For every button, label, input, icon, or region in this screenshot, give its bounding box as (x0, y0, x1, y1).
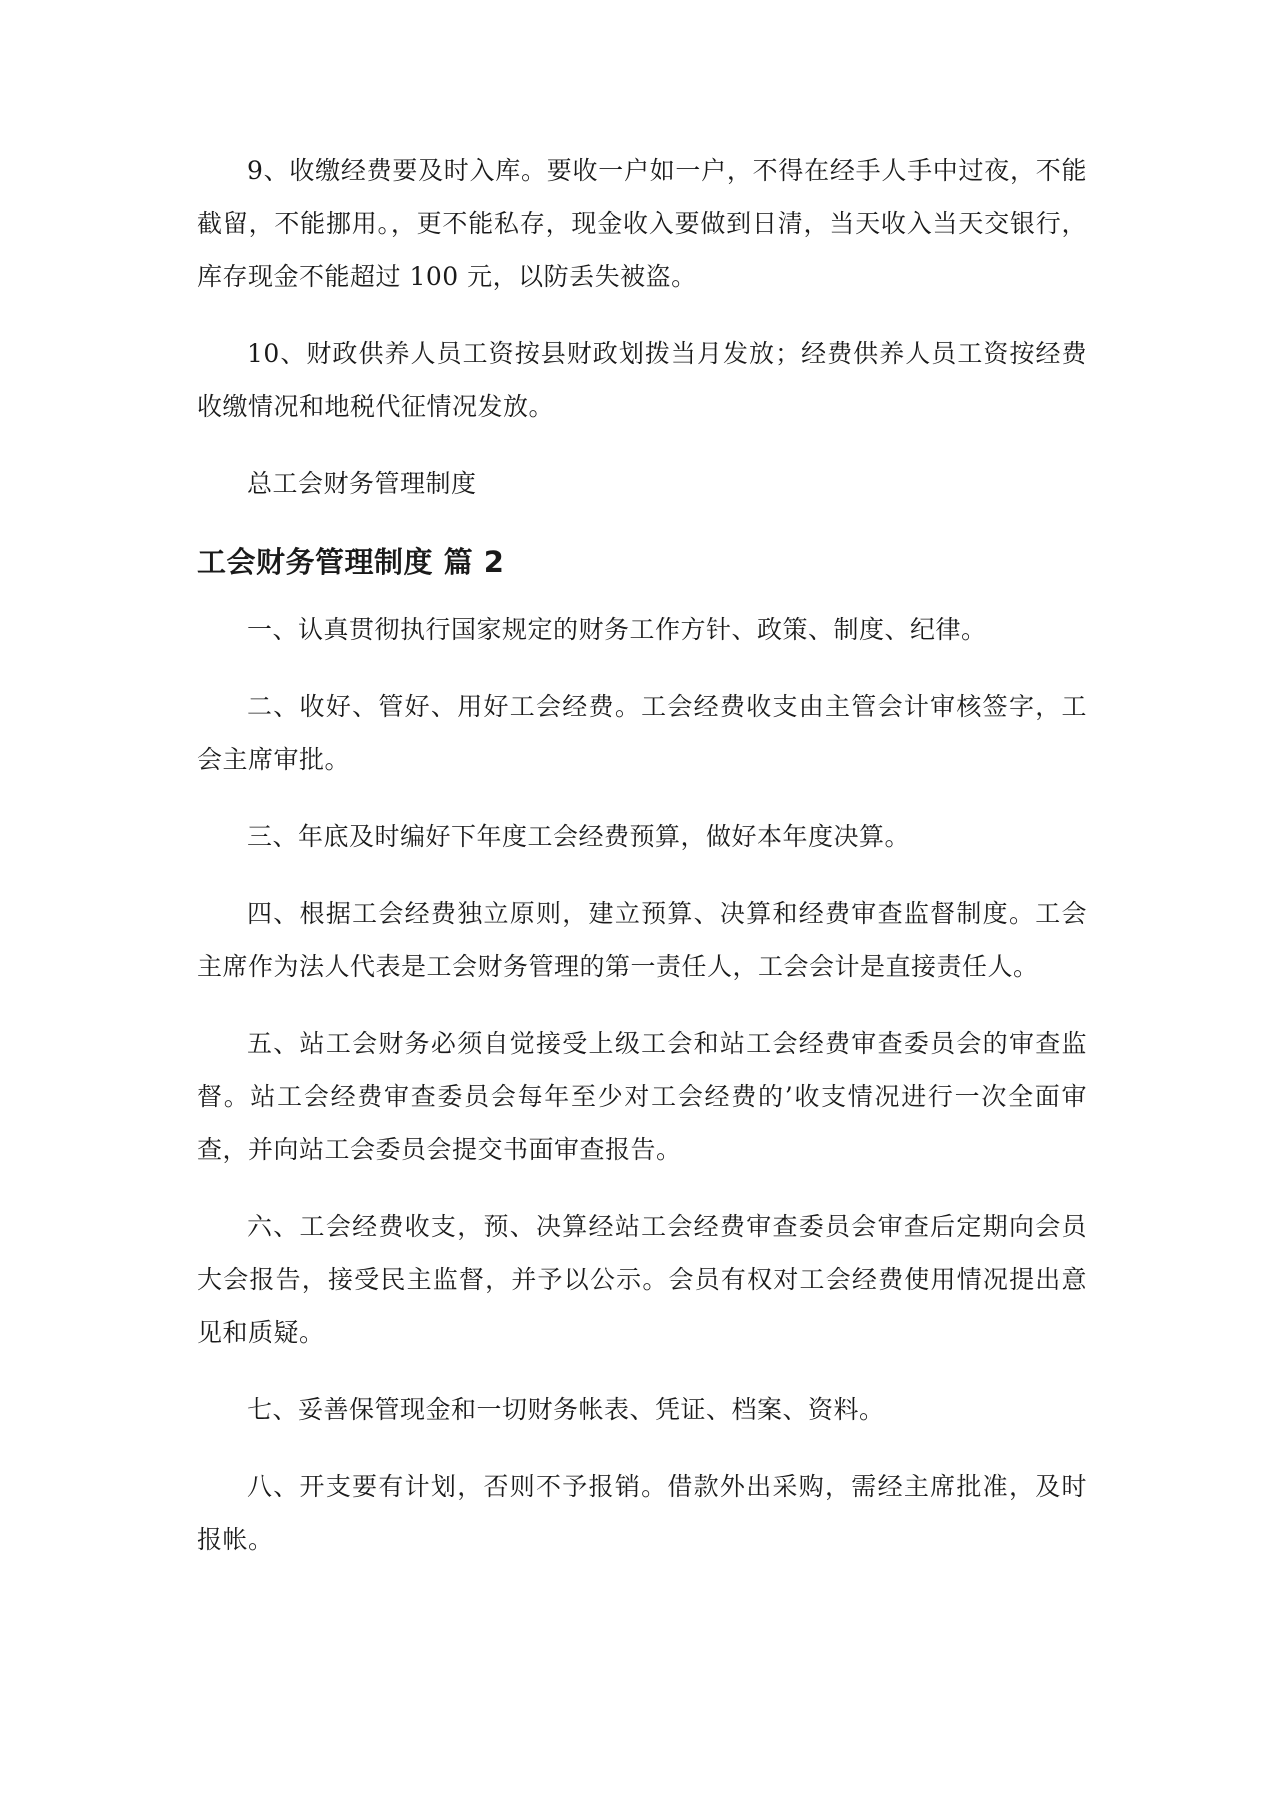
paragraph-item-7: 七、妥善保管现金和一切财务帐表、凭证、档案、资料。 (247, 1395, 885, 1424)
document-page (197, 144, 1087, 1566)
paragraph-item-8: 八、开支要有计划，否则不予报销。借款外出采购，需经主席批准，及时报帐。 (197, 1472, 1087, 1554)
paragraph-item-5: 五、站工会财务必须自觉接受上级工会和站工会经费审查委员会的审查监督。站工会经费审查委员会每年至少对工会经费的’收支情况进行一次全面审查，并向站工会委员会提交书面审查报告。 (197, 1029, 1087, 1164)
paragraph-item-2: 二、收好、管好、用好工会经费。工会经费收支由主管会计审核签字，工会主席审批。 (197, 692, 1087, 774)
section-heading: 工会财务管理制度 篇 2 (197, 545, 505, 579)
paragraph-item-10: 10、财政供养人员工资按县财政划拨当月发放；经费供养人员工资按经费收缴情况和地税代征情况发放。 (197, 339, 1087, 421)
paragraph-item-3: 三、年底及时编好下年度工会经费预算，做好本年度决算。 (247, 822, 911, 851)
paragraph-item-9: 9、收缴经费要及时入库。要收一户如一户，不得在经手人手中过夜，不能截留，不能挪用。，更不能私存，现金收入要做到日清，当天收入当天交银行，库存现金不能超过 100 元，以防丢失被盗。 (197, 156, 1087, 291)
paragraph-item-6: 六、工会经费收支，预、决算经站工会经费审查委员会审查后定期向会员大会报告，接受民主监督，并予以公示。会员有权对工会经费使用情况提出意见和质疑。 (197, 1212, 1087, 1347)
paragraph-item-4: 四、根据工会经费独立原则，建立预算、决算和经费审查监督制度。工会主席作为法人代表是工会财务管理的第一责任人，工会会计是直接责任人。 (197, 899, 1087, 981)
paragraph-item-1: 一、认真贯彻执行国家规定的财务工作方针、政策、制度、纪律。 (247, 615, 987, 644)
paragraph-source-title: 总工会财务管理制度 (247, 469, 477, 498)
